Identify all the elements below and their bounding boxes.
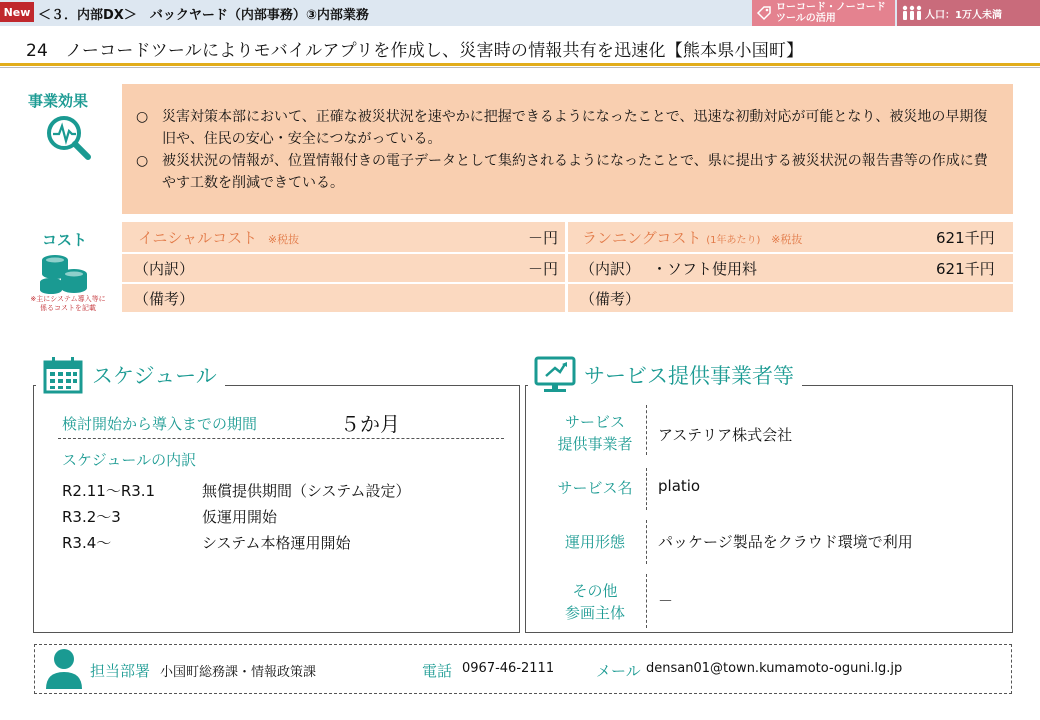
person-icon	[44, 648, 84, 690]
running-cost-per-year: (1年あたり)	[706, 235, 761, 246]
initial-cost-title: イニシャルコスト	[138, 229, 258, 247]
period-label: 検討開始から導入までの期間	[62, 415, 258, 433]
tag-lowcode	[752, 0, 895, 26]
phone-value: 0967-46-2111	[462, 661, 555, 676]
initial-cost-amount: －円	[528, 229, 559, 247]
page-title: 24 ノーコードツールによりモバイルアプリを作成し、災害時の情報共有を迅速化【熊本県小国町】	[26, 41, 804, 61]
schedule-detail-label: スケジュールの内訳	[62, 451, 197, 469]
new-badge: New	[0, 2, 34, 22]
service-key-line: その他	[572, 582, 618, 600]
service-key-line: 運用形態	[564, 533, 625, 551]
tag-lowcode-line1: ローコード・ノーコード	[776, 2, 886, 13]
cost-note: ※主にシステム導入等に係るコストを記載	[30, 295, 106, 312]
dept-value: 小国町総務課・情報政策課	[160, 665, 317, 680]
calendar-icon	[42, 356, 84, 394]
coins-icon	[38, 252, 92, 296]
people-icon	[901, 5, 923, 21]
running-cost-heading	[582, 227, 802, 248]
service-key-provider	[540, 411, 650, 455]
section-title: ＜３．内部DX＞ バックヤード（内部事務）③内部業務	[38, 8, 369, 23]
initial-cost-heading	[138, 227, 299, 248]
schedule-row-when: R3.2～3	[62, 508, 121, 526]
effect-text: 被災状況の情報が、位置情報付きの電子データとして集約されるようになったことで、県に提出する被災状況の報告書等の作成に費やす工数を削減できている。	[162, 153, 988, 191]
cost-label: コスト	[42, 231, 88, 249]
initial-cost-tax: ※税抜	[267, 233, 300, 246]
service-value-name: platio	[658, 477, 701, 495]
bullet-marker: ○	[136, 109, 149, 125]
phone-label: 電話	[422, 662, 453, 680]
service-key-line: サービス名	[557, 479, 633, 497]
schedule-row-when: R2.11～R3.1	[62, 482, 156, 500]
service-key-line: サービス	[564, 413, 625, 431]
tag-population	[897, 0, 1040, 26]
running-cost-title: ランニングコスト	[582, 229, 702, 247]
schedule-row-when: R3.4～	[62, 534, 112, 552]
initial-remarks-label: （備考）	[134, 290, 195, 308]
title-underline	[0, 63, 1040, 66]
schedule-row-what: システム本格運用開始	[202, 534, 351, 552]
running-cost-tax: ※税抜	[771, 233, 803, 246]
effects-label: 事業効果	[28, 92, 89, 110]
magnifier-chart-icon	[44, 113, 94, 161]
service-key-name	[540, 477, 650, 499]
service-header	[528, 354, 802, 396]
effect-item	[136, 150, 999, 194]
mail-value[interactable]: densan01@town.kumamoto-oguni.lg.jp	[646, 661, 903, 676]
schedule-title: スケジュール	[92, 364, 217, 388]
bullet-marker: ○	[136, 153, 149, 169]
running-remarks-label: （備考）	[580, 290, 641, 308]
schedule-header	[36, 354, 225, 396]
dept-label: 担当部署	[90, 662, 151, 680]
monitor-icon	[534, 356, 576, 394]
period-divider	[58, 438, 504, 439]
running-breakdown-item: ・ソフト使用料	[652, 260, 758, 278]
service-key-line: 提供事業者	[557, 435, 633, 453]
running-breakdown-label: （内訳）	[580, 260, 641, 278]
initial-breakdown-amount: －円	[528, 260, 559, 278]
service-title: サービス提供事業者等	[584, 364, 794, 388]
running-breakdown-amount: 621千円	[936, 260, 995, 278]
title-underline-thin	[0, 67, 1040, 68]
effect-item	[136, 106, 999, 150]
tag-lowcode-line2: ツールの活用	[776, 13, 836, 24]
effect-text: 災害対策本部において、正確な被災状況を速やかに把握できるようになったことで、迅速な初動対応が可能となり、被災地の早期復旧や、住民の安心・安全につながっている。	[162, 109, 988, 147]
service-value-provider: アステリア株式会社	[658, 426, 793, 444]
schedule-row-what: 無償提供期間（システム設定）	[202, 482, 411, 500]
service-key-line: 参画主体	[564, 604, 625, 622]
service-value-operation: パッケージ製品をクラウド環境で利用	[658, 533, 913, 551]
effects-box	[122, 84, 1013, 214]
mail-label: メール	[596, 662, 641, 680]
service-value-other: －	[658, 592, 674, 610]
initial-breakdown-label: （内訳）	[134, 260, 195, 278]
tag-icon	[756, 5, 772, 21]
service-key-operation	[540, 531, 650, 553]
schedule-row-what: 仮運用開始	[202, 508, 278, 526]
period-value: ５か月	[340, 412, 400, 436]
tag-population-label: 人口：1万人未満	[925, 9, 1002, 21]
running-cost-amount: 621千円	[936, 229, 995, 247]
service-key-other	[540, 580, 650, 624]
